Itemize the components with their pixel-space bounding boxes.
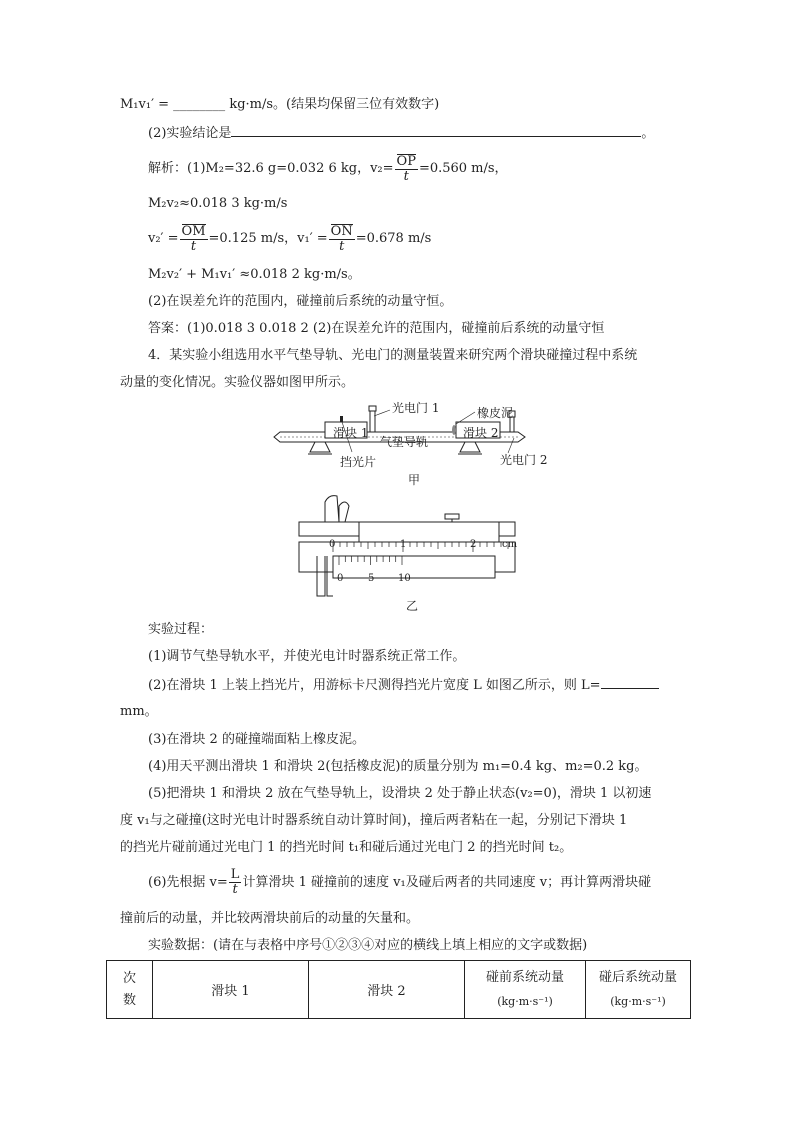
figure-caption-jia: 甲: [408, 473, 421, 487]
text-line-14: mm。: [120, 704, 158, 719]
label-slider-1: 滑块 1: [333, 426, 369, 440]
v2p-label: v₂′ =: [148, 231, 179, 246]
v2p-value: =0.125 m/s，v₁′ =: [208, 231, 328, 246]
fraction-om-t: [180, 224, 208, 254]
label-putty: 橡皮泥: [477, 406, 514, 420]
step-6-text: 计算滑块 1 碰撞前的速度 v₁及碰后两者的共同速度 v；再计算两滑块碰: [242, 875, 652, 890]
step-6-prefix: (6)先根据 v=: [148, 875, 228, 890]
text-line-20: [148, 866, 651, 900]
table-header-slider-2: 滑块 2: [309, 961, 465, 1019]
text-line-9: 4．某实验小组选用水平气垫导轨、光电门的测量装置来研究两个滑块碰撞过程中系统: [148, 348, 638, 363]
table-header-slider-1: 滑块 1: [153, 961, 309, 1019]
label-air-track: 气垫导轨: [380, 435, 429, 449]
v2-value: =0.560 m/s，: [418, 161, 508, 176]
solution-intro: 解析：(1)M₂=32.6 g=0.032 6 kg，v₂=: [148, 161, 394, 176]
header-after-unit: (kg·m·s⁻¹): [610, 994, 666, 1008]
text-line-1: M₁v₁′ = ________ kg·m/s。(结果均保留三位有效数字): [120, 97, 440, 112]
text-line-17: (5)把滑块 1 和滑块 2 放在气垫导轨上，设滑块 2 处于静止状态(v₂=0)，滑块 1 以初速: [148, 786, 652, 801]
fraction-on-t: [329, 224, 355, 254]
vernier-label-10: 10: [398, 573, 411, 584]
text-line-13: [148, 676, 659, 695]
table-header-momentum-before: [465, 961, 586, 1019]
header-index-bottom: 数: [122, 992, 136, 1008]
main-scale-label-1: 1: [400, 539, 407, 550]
main-scale-label-2: 2: [470, 539, 477, 550]
text-line-5: [148, 222, 431, 256]
text-line-11: 实验过程：: [148, 622, 214, 637]
label-gate-2: 光电门 2: [500, 453, 548, 467]
frac-numerator: OM: [181, 223, 206, 239]
frac-numerator: OP: [396, 153, 416, 169]
frac-denominator: t: [190, 238, 197, 254]
frac-numerator: L: [230, 867, 240, 882]
text-line-10: 动量的变化情况。实验仪器如图甲所示。: [120, 375, 355, 390]
figure-caption-yi: 乙: [406, 599, 419, 613]
main-scale-unit: cm: [502, 539, 518, 550]
header-before-title: 碰前系统动量: [485, 969, 564, 985]
label-slider-2: 滑块 2: [463, 426, 499, 440]
header-after-title: 碰后系统动量: [598, 969, 677, 985]
text-line-8: 答案：(1)0.018 3 0.018 2 (2)在误差允许的范围内，碰撞前后系统的动量守恒: [148, 321, 605, 336]
header-before-unit: (kg·m·s⁻¹): [497, 994, 553, 1008]
vernier-label-5: 5: [368, 573, 375, 584]
label-gate-1: 光电门 1: [392, 401, 440, 415]
header-index-top: 次: [122, 970, 136, 986]
text-line-4: M₂v₂≈0.018 3 kg·m/s: [148, 196, 288, 211]
table-header-index: [107, 961, 153, 1019]
conclusion-prefix: (2)实验结论是: [148, 126, 232, 141]
text-line-3: [148, 152, 508, 186]
vernier-label-0: 0: [337, 573, 344, 584]
fraction-op-t: [395, 154, 418, 184]
text-line-6: M₂v₂′ + M₁v₁′ ≈0.018 2 kg·m/s。: [148, 267, 361, 282]
text-line-16: (4)用天平测出滑块 1 和滑块 2(包括橡皮泥)的质量分别为 m₁=0.4 kg、m₂=0.2 kg。: [148, 759, 648, 774]
width-answer-blank: [601, 676, 659, 689]
text-line-19: 的挡光片碰前通过光电门 1 的挡光时间 t₁和碰后通过光电门 2 的挡光时间 t₂。: [120, 840, 573, 855]
conclusion-blank: [231, 124, 641, 137]
data-table: [106, 960, 691, 1019]
frac-denominator: t: [403, 168, 409, 184]
step-2-text: (2)在滑块 1 上装上挡光片，用游标卡尺测得挡光片宽度 L 如图乙所示，则 L=: [148, 678, 601, 693]
text-line-21: 撞前后的动量，并比较两滑块前后的动量的矢量和。: [120, 911, 420, 926]
text-line-22: 实验数据：(请在与表格中序号①②③④对应的横线上填上相应的文字或数据): [148, 938, 588, 953]
text-line-7: (2)在误差允许的范围内，碰撞前后系统的动量守恒。: [148, 294, 453, 309]
fraction-l-t: [229, 868, 242, 897]
main-scale-label-0: 0: [329, 539, 336, 550]
conclusion-suffix: 。: [641, 126, 655, 141]
text-line-18: 度 v₁与之碰撞(这时光电计时器系统自动计算时间)，撞后两者粘在一起，分别记下滑块 1: [120, 813, 628, 828]
text-line-2: [148, 124, 654, 143]
text-line-15: (3)在滑块 2 的碰撞端面粘上橡皮泥。: [148, 732, 365, 747]
table-header-momentum-after: [586, 961, 691, 1019]
frac-denominator: t: [339, 238, 345, 254]
label-shade-plate: 挡光片: [340, 455, 377, 469]
frac-denominator: t: [232, 882, 238, 897]
v1p-value: =0.678 m/s: [355, 231, 432, 246]
text-line-12: (1)调节气垫导轨水平，并使光电计时器系统正常工作。: [148, 649, 466, 664]
frac-numerator: ON: [330, 223, 353, 239]
